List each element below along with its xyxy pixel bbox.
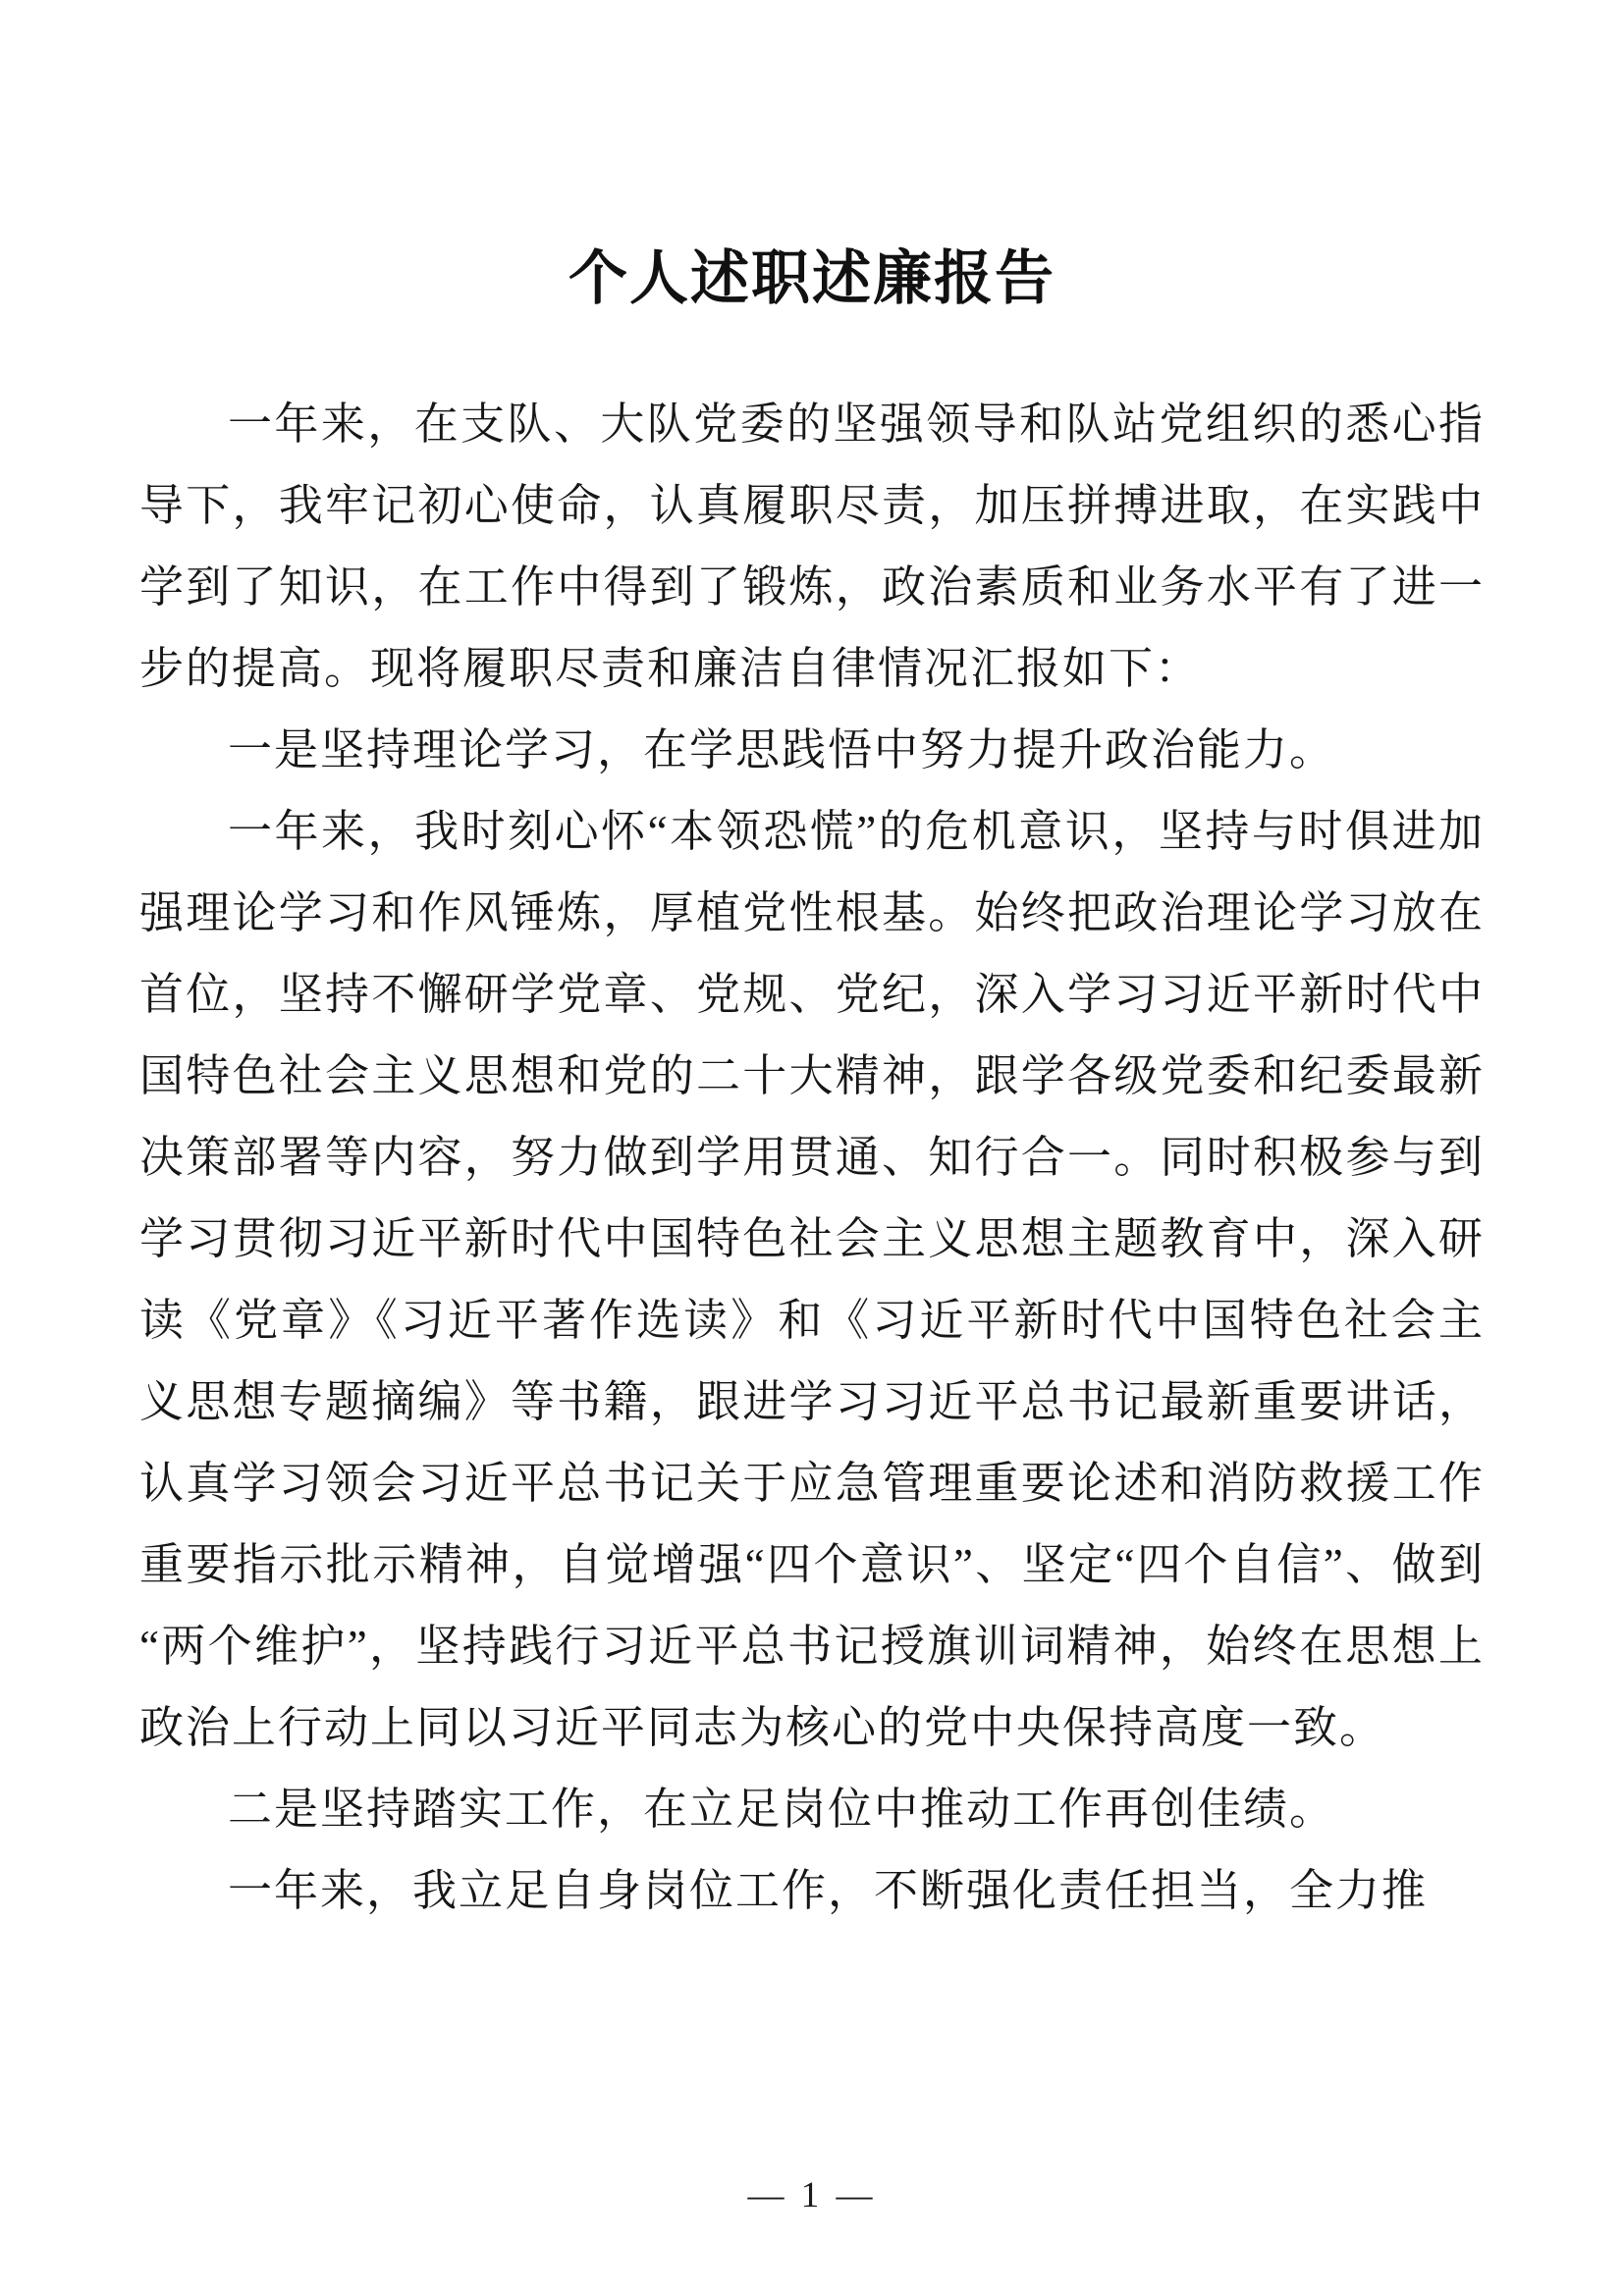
paragraph-section1-heading: 一是坚持理论学习，在学思践悟中努力提升政治能力。	[228, 725, 1336, 774]
paragraph-section2-heading: 二是坚持踏实工作，在立足岗位中推动工作再创佳绩。	[228, 1785, 1336, 1834]
document-body	[139, 384, 1485, 1932]
document-title: 个人述职述廉报告	[568, 245, 1056, 311]
paragraph-section1-body: 一年来，我时刻心怀“本领恐慌”的危机意识，坚持与时俱进加强理论学习和作风锤炼，厚植党性根基。始终把政治理论学习放在首位，坚持不懈研学党章、党规、党纪，深入学习习近平新时代中国特色社会主义思想和党的二十大精神，跟学各级党委和纪委最新决策部署等内容，努力做到学用贯通、知行合一。同时积极参与到学习贯彻习近平新时代中国特色社会主义思想主题教育中，深入研读《党章》《习近平著作选读》和《习近平新时代中国特色社会主义思想专题摘编》等书籍，跟进学习习近平总书记最新重要讲话，认真学习领会习近平总书记关于应急管理重要论述和消防救援工作重要指示批示精神，自觉增强“四个意识”、坚定“四个自信”、做到“两个维护”，坚持践行习近平总书记授旗训词精神，始终在思想上政治上行动上同以习近平同志为核心的党中央保持高度一致。	[139, 807, 1485, 1752]
paragraph-intro: 一年来，在支队、大队党委的坚强领导和队站党组织的悉心指导下，我牢记初心使命，认真履职尽责，加压拼搏进取，在实践中学到了知识，在工作中得到了锻炼，政治素质和业务水平有了进一步的提高。现将履职尽责和廉洁自律情况汇报如下：	[139, 400, 1485, 693]
paragraph-section2-body: 一年来，我立足自身岗位工作，不断强化责任担当，全力推	[228, 1866, 1429, 1915]
page-number: — 1 —	[747, 2175, 877, 2216]
